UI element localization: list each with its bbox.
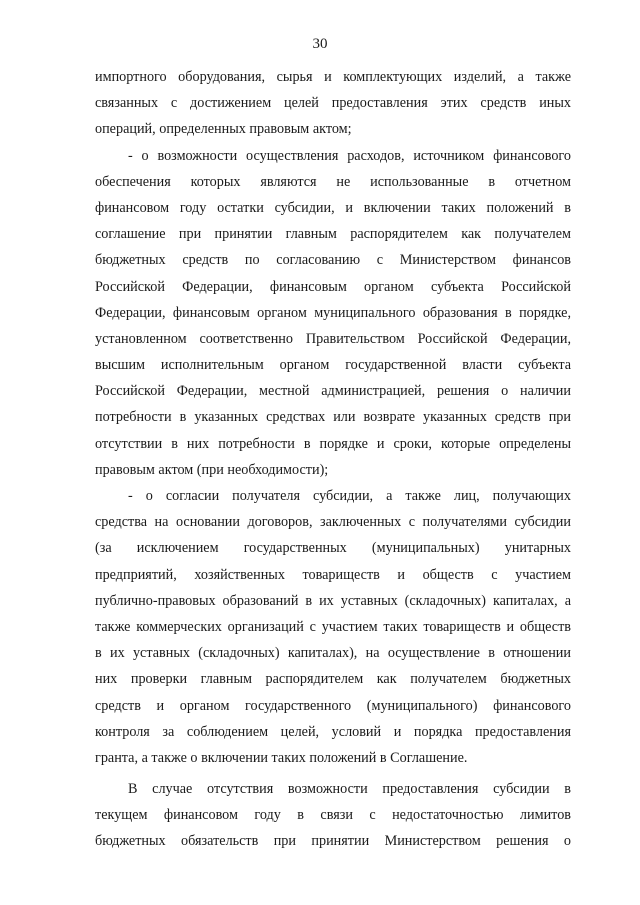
text-line: - о возможности осуществления расходов, источником финансового [128, 147, 571, 164]
paragraph [95, 776, 571, 855]
text-line: Федерации, финансовым органом муниципального образования в порядке, [95, 304, 571, 321]
text-line: также коммерческих организаций с участием таких товариществ и обществ [95, 618, 571, 635]
document-body [95, 64, 571, 855]
text-line: контроля за соблюдением целей, условий и порядка предоставления [95, 723, 571, 740]
text-line: предприятий, хозяйственных товариществ и обществ с участием [95, 566, 571, 583]
text-line: потребности в указанных средствах или возврате указанных средств при [95, 409, 571, 426]
text-line: средств и органом государственного (муниципального) финансового [95, 697, 571, 714]
text-line: - о согласии получателя субсидии, а также лиц, получающих [128, 488, 571, 504]
paragraph [95, 483, 571, 771]
text-line: связанных с достижением целей предоставления этих средств иных [95, 95, 571, 112]
text-line: гранта, а также о включении таких положений в Соглашение. [95, 749, 468, 766]
page-number: 30 [312, 36, 328, 52]
text-line: импортного оборудования, сырья и комплектующих изделий, а также [95, 69, 571, 85]
text-line: (за исключением государственных (муниципальных) унитарных [95, 540, 571, 557]
paragraph [95, 64, 571, 143]
text-line: публично-правовых образований в их уставных (складочных) капиталах, а [95, 592, 571, 609]
text-line: Российской Федерации, финансовым органом субъекта Российской [95, 278, 571, 295]
text-line: отсутствии в них потребности в порядке и сроки, которые определены [95, 435, 571, 452]
text-line: установленном соответственно Правительством Российской Федерации, [95, 330, 571, 347]
text-line: операций, определенных правовым актом; [95, 121, 352, 138]
text-line: них проверки главным распорядителем как получателем бюджетных [95, 671, 571, 688]
text-line: соглашение при принятии главным распорядителем как получателем [95, 226, 571, 243]
text-line: обеспечения которых являются не использованные в отчетном [95, 173, 571, 190]
text-line: бюджетных обязательств при принятии Министерством решения о [95, 833, 571, 850]
text-line: в их уставных (складочных) капиталах), на осуществление в отношении [95, 645, 571, 662]
text-line: бюджетных средств по согласованию с Министерством финансов [95, 252, 571, 269]
text-line: средства на основании договоров, заключенных с получателями субсидии [95, 514, 571, 531]
text-line: текущем финансовом году в связи с недостаточностью лимитов [95, 807, 571, 824]
text-line: правовым актом (при необходимости); [95, 461, 329, 478]
text-line: финансовом году остатки субсидии, и включении таких положений в [95, 199, 571, 216]
text-line: высшим исполнительным органом государственной власти субъекта [95, 357, 571, 374]
text-line: Российской Федерации, местной администрацией, решения о наличии [95, 383, 571, 400]
paragraph [95, 143, 571, 483]
text-line: В случае отсутствия возможности предоставления субсидии в [128, 781, 571, 798]
